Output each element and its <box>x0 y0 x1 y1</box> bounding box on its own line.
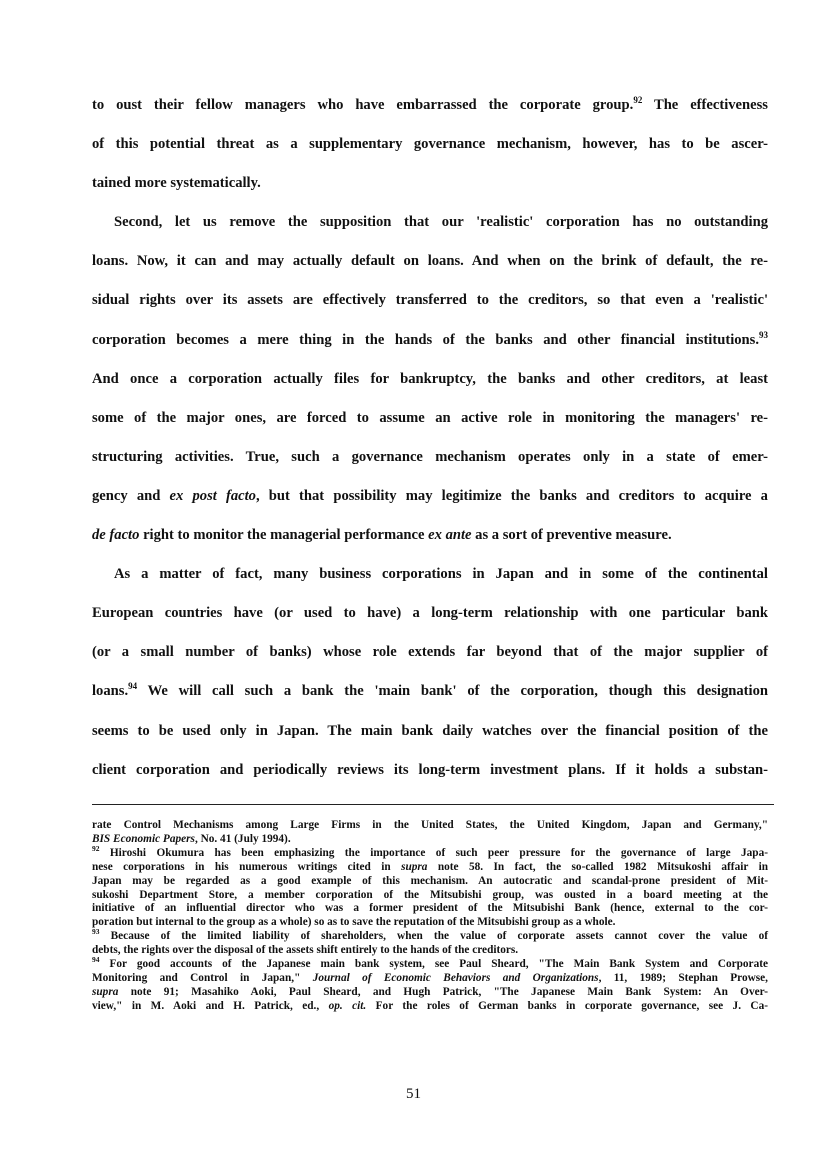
footnote-line: rate Control Mechanisms among Large Firms in the United States, the United Kingdom, Japan and Germany," <box>92 819 768 831</box>
body-line: de facto right to monitor the managerial performance ex ante as a sort of preventive measure. <box>92 527 672 544</box>
footnotes <box>92 819 768 1014</box>
footnote-ref: 94 <box>128 681 138 692</box>
footnote-line: nese corporations in his numerous writings cited in supra note 58. In fact, the so-called 1982 Mitsukoshi affair in <box>92 860 769 873</box>
body-line: loans.$^{94}$ We will call such a bank the 'main bank' of the corporation, though this designation <box>92 681 768 700</box>
footnote-line: supra note 91; Masahiko Aoki, Paul Sheard, and Hugh Patrick, "The Japanese Main Bank System: An Over- <box>92 985 768 998</box>
footnote-number: 92 <box>92 843 100 853</box>
body-line: some of the major ones, are forced to assume an active role in monitoring the managers' re- <box>92 409 768 426</box>
footnote-line: view," in M. Aoki and H. Patrick, ed., op. cit. For the roles of German banks in corporate governance, see J. Ca- <box>92 999 769 1012</box>
body-line: of this potential threat as a supplementary governance mechanism, however, has to be ascer- <box>92 136 768 153</box>
footnote-line: Japan may be regarded as a good example of this mechanism. An autocratic and scandal-prone president of Mit- <box>92 874 768 887</box>
body-line: And once a corporation actually files for bankruptcy, the banks and other creditors, at least <box>92 370 768 387</box>
footnote-line: initiative of an influential director who was a former president of the Mitsubishi Bank (hence, external to the cor- <box>92 902 768 915</box>
footnote-number: 93 <box>92 927 100 937</box>
body-line: corporation becomes a mere thing in the hands of the banks and other financial institutions.$^{93}$ <box>92 329 768 348</box>
body-line: structuring activities. True, such a governance mechanism operates only in a state of emer- <box>92 448 768 465</box>
body-line: (or a small number of banks) whose role extends far beyond that of the major supplier of <box>92 644 768 661</box>
body-line: loans. Now, it can and may actually default on loans. And when on the brink of default, the re- <box>92 253 768 270</box>
body-line: European countries have (or used to have) a long-term relationship with one particular bank <box>92 605 768 622</box>
footnote-line: poration but internal to the group as a whole) so as to save the reputation of the Mitsubishi group as a whole. <box>92 916 616 929</box>
footnote-ref: 93 <box>759 329 768 340</box>
page-number: 51 <box>406 1086 421 1102</box>
footnote-line: $^{93}$ Because of the limited liability of shareholders, when the value of corporate assets cannot cover the value of <box>92 927 768 943</box>
footnote-line: $^{94}$ For good accounts of the Japanese main bank system, see Paul Sheard, "The Main Bank System and Corporate <box>92 955 768 971</box>
body-text <box>92 86 768 790</box>
body-line: tained more systematically. <box>92 175 261 192</box>
body-line: to oust their fellow managers who have embarrassed the corporate group.$^{92}$ The effectiveness <box>92 95 768 113</box>
footnote-separator <box>92 804 774 805</box>
body-line: gency and ex post facto, but that possibility may legitimize the banks and creditors to acquire a <box>92 487 768 504</box>
body-line: As a matter of fact, many business corporations in Japan and in some of the continental <box>114 566 768 583</box>
footnote-line: Monitoring and Control in Japan," Journal of Economic Behaviors and Organizations, 11, 1989; Stephan Prowse, <box>92 971 768 984</box>
footnote-line: BIS Economic Papers, No. 41 (July 1994). <box>92 832 291 845</box>
body-line: client corporation and periodically reviews its long-term investment plans. If it holds a substan- <box>92 761 768 778</box>
body-line: Second, let us remove the supposition that our 'realistic' corporation has no outstanding <box>114 214 768 231</box>
body-line: sidual rights over its assets are effectively transferred to the creditors, so that even a 'realistic' <box>92 292 768 309</box>
footnote-number: 94 <box>92 955 100 965</box>
footnote-ref: 92 <box>633 95 643 105</box>
footnote-line: debts, the rights over the disposal of the assets shift entirely to the hands of the creditors. <box>92 944 519 957</box>
body-line: seems to be used only in Japan. The main bank daily watches over the financial position of the <box>92 722 768 739</box>
footnote-line: $^{92}$ Hiroshi Okumura has been emphasizing the importance of such peer pressure for the governance of large Japa- <box>92 843 768 859</box>
footnote-line: sukoshi Department Store, a member corporation of the Mitsubishi group, was ousted in a board meeting at the <box>92 888 768 901</box>
